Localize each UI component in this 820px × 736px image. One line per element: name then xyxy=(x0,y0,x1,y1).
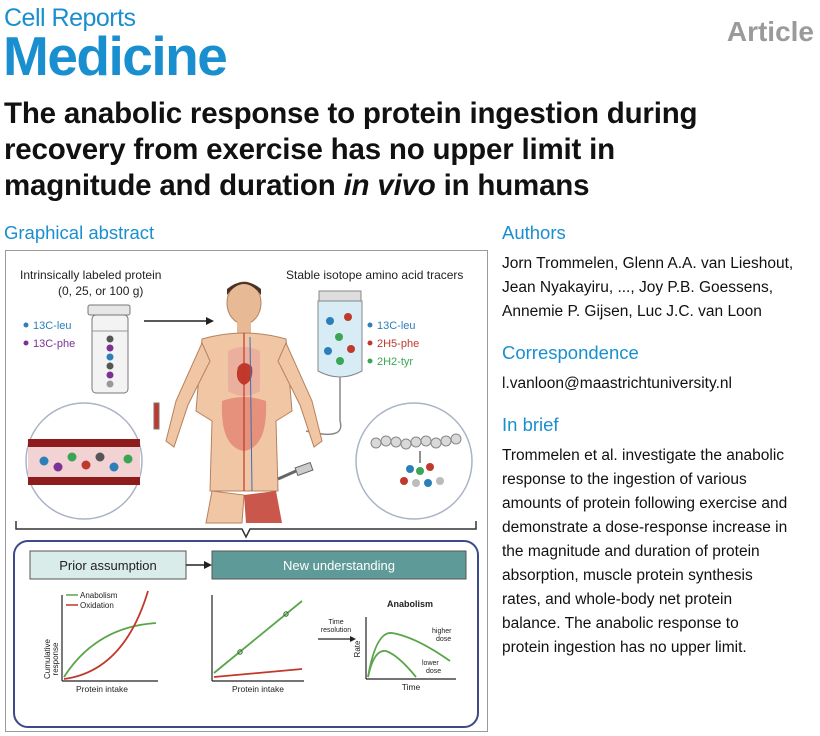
ylabel-cumulative: Cumulative xyxy=(43,638,52,680)
lower-dose-1: lower xyxy=(422,660,439,667)
title-line-3-text: magnitude and duration xyxy=(4,169,344,202)
authors-line-3: Annemie P. Gijsen, Luc J.C. van Loon xyxy=(502,303,762,320)
time-label: Time xyxy=(401,682,421,692)
tracer-tyr-dot xyxy=(368,359,373,364)
xlabel-prior: Protein intake xyxy=(76,684,128,694)
biopsy-needle xyxy=(278,463,313,479)
shaker-bottle xyxy=(88,305,130,393)
in-brief-line-5: the magnitude and duration of protein xyxy=(502,543,760,560)
protein-label: Intrinsically labeled protein xyxy=(20,268,162,282)
higher-dose-1: higher xyxy=(432,628,452,635)
authors-line-2: Jean Nyakayiru, ..., Joy P.B. Goessens, xyxy=(502,279,774,296)
leu-label: 13C-leu xyxy=(33,320,72,332)
in-brief-line-1: Trommelen et al. investigate the anabolic xyxy=(502,447,785,464)
article-title xyxy=(4,96,804,204)
in-brief-line-8: balance. The anabolic response to xyxy=(502,615,739,632)
rate-label: Rate xyxy=(353,640,362,658)
graphical-abstract xyxy=(5,250,488,732)
tracer-leu-dot xyxy=(368,323,373,328)
tracer-leu-label: 13C-leu xyxy=(377,320,416,332)
prior-label: Prior assumption xyxy=(59,558,157,573)
correspondence-heading: Correspondence xyxy=(502,342,639,363)
phe-label: 13C-phe xyxy=(33,338,76,350)
journal-name-top: Cell Reports xyxy=(4,4,136,32)
time-resolution-1: Time xyxy=(328,619,344,626)
graphical-abstract-figure xyxy=(6,251,487,731)
anabolism-title: Anabolism xyxy=(386,599,434,609)
title-line-3-end: in humans xyxy=(435,169,590,202)
xlabel-new: Protein intake xyxy=(232,684,284,694)
higher-dose-2: dose xyxy=(436,636,452,643)
sidebar xyxy=(502,222,820,678)
human-figure xyxy=(166,282,322,523)
tracer-heading: Stable isotope amino acid tracers xyxy=(286,268,464,282)
article-type-label: Article xyxy=(726,16,814,47)
authors-block xyxy=(502,222,820,324)
in-brief-heading: In brief xyxy=(502,414,559,435)
authors-line-1: Jorn Trommelen, Glenn A.A. van Lieshout, xyxy=(502,255,794,272)
tracer-tyr-label: 2H2-tyr xyxy=(377,356,414,368)
authors-heading: Authors xyxy=(502,222,566,243)
in-brief-line-4: demonstrate a dose-response increase in xyxy=(502,519,788,536)
graphical-abstract-heading: Graphical abstract xyxy=(4,222,155,243)
in-brief-line-9: protein ingestion has no upper limit. xyxy=(502,639,747,656)
title-line-1: The anabolic response to protein ingestion during xyxy=(4,97,698,130)
tracer-phe-label: 2H5-phe xyxy=(377,338,420,350)
protein-dose-label: (0, 25, or 100 g) xyxy=(58,284,144,298)
title-italic: in vivo xyxy=(343,169,436,202)
ylabel-response: response xyxy=(51,642,60,676)
title-line-3 xyxy=(4,168,804,204)
tracer-phe-dot xyxy=(368,341,373,346)
brace xyxy=(16,521,476,537)
title-line-2: recovery from exercise has no upper limit in xyxy=(4,133,615,166)
blood-tube xyxy=(154,403,159,429)
in-brief-line-6: absorption, muscle protein synthesis xyxy=(502,567,753,584)
journal-name-main: Medicine xyxy=(3,25,227,87)
time-resolution-2: resolution xyxy=(320,627,352,634)
in-brief-line-2: response to the ingestion of various xyxy=(502,471,747,488)
lower-dose-2: dose xyxy=(426,668,442,675)
correspondence-block xyxy=(502,342,820,396)
in-brief-line-3: amounts of protein following exercise and xyxy=(502,495,788,512)
intake-arrowhead xyxy=(206,317,214,325)
leu-dot xyxy=(24,323,29,328)
legend-oxidation: Oxidation xyxy=(80,601,114,610)
correspondence-email[interactable]: l.vanloon@maastrichtuniversity.nl xyxy=(502,375,732,392)
phe-dot xyxy=(24,341,29,346)
in-brief-block xyxy=(502,414,820,660)
blood-vessel-zoom xyxy=(26,403,142,519)
legend-anabolism: Anabolism xyxy=(80,591,118,600)
muscle-zoom xyxy=(356,403,472,519)
in-brief-line-7: rates, and whole-body net protein xyxy=(502,591,733,608)
new-label: New understanding xyxy=(282,558,396,573)
